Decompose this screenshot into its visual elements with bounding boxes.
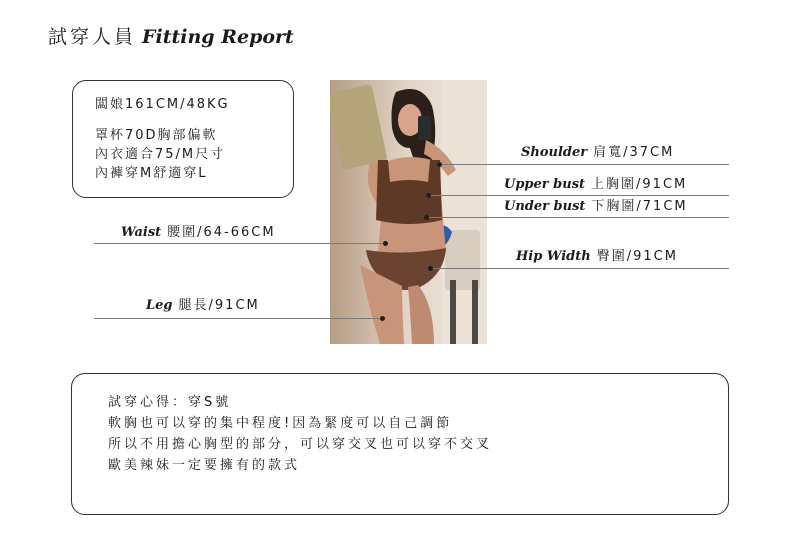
waist-dot — [383, 241, 388, 246]
waist-label-zh: 腰圍/64-66CM — [167, 225, 276, 240]
hip-label-zh: 臀圍/91CM — [596, 249, 678, 264]
shoulder-dot — [437, 162, 442, 167]
waist-line — [94, 243, 385, 244]
hip-line — [430, 268, 729, 269]
shoulder-label — [521, 145, 674, 161]
upper-bust-label-zh: 上胸圍/91CM — [591, 177, 688, 192]
review-line-support: 軟胸也可以穿的集中程度!因為緊度可以自己調節 — [108, 416, 453, 431]
upper-bust-line — [428, 195, 729, 196]
profile-line-cup: 罩杯70D胸部偏軟 — [95, 128, 218, 143]
profile-box — [72, 80, 294, 198]
upper-bust-label-en: Upper bust — [504, 177, 586, 192]
leg-dot — [380, 316, 385, 321]
title-en: Fitting Report — [142, 26, 294, 48]
shoulder-label-zh: 肩寬/37CM — [593, 145, 675, 160]
review-box — [71, 373, 729, 515]
under-bust-label-zh: 下胸圍/71CM — [591, 199, 688, 214]
under-bust-dot — [424, 215, 429, 220]
profile-line-brief-size: 內褲穿M舒適穿L — [95, 166, 208, 181]
hip-label-en: Hip Width — [516, 249, 591, 264]
shoulder-line — [439, 164, 729, 165]
model-photo — [330, 80, 487, 344]
review-line-size: 試穿心得：穿S號 — [108, 395, 232, 410]
upper-bust-dot — [426, 193, 431, 198]
review-line-recommend: 歐美辣妹一定要擁有的款式 — [108, 458, 301, 473]
profile-name-stats: 闆娘161CM/48KG — [95, 97, 230, 112]
page-title — [48, 22, 294, 49]
waist-label-en: Waist — [121, 225, 162, 240]
leg-label — [146, 298, 260, 314]
review-line-styling: 所以不用擔心胸型的部分，可以穿交叉也可以穿不交叉 — [108, 437, 493, 452]
under-bust-line — [426, 217, 729, 218]
leg-line — [94, 318, 382, 319]
hip-dot — [428, 266, 433, 271]
leg-label-zh: 腿長/91CM — [178, 298, 260, 313]
shoulder-label-en: Shoulder — [521, 145, 588, 160]
leg-label-en: Leg — [146, 298, 173, 313]
upper-bust-label — [504, 177, 687, 193]
hip-label — [516, 249, 678, 265]
title-zh: 試穿人員 — [48, 26, 137, 48]
under-bust-label — [504, 199, 688, 215]
profile-line-bra-size: 內衣適合75/M尺寸 — [95, 147, 226, 162]
under-bust-label-en: Under bust — [504, 199, 586, 214]
waist-label — [121, 225, 276, 241]
